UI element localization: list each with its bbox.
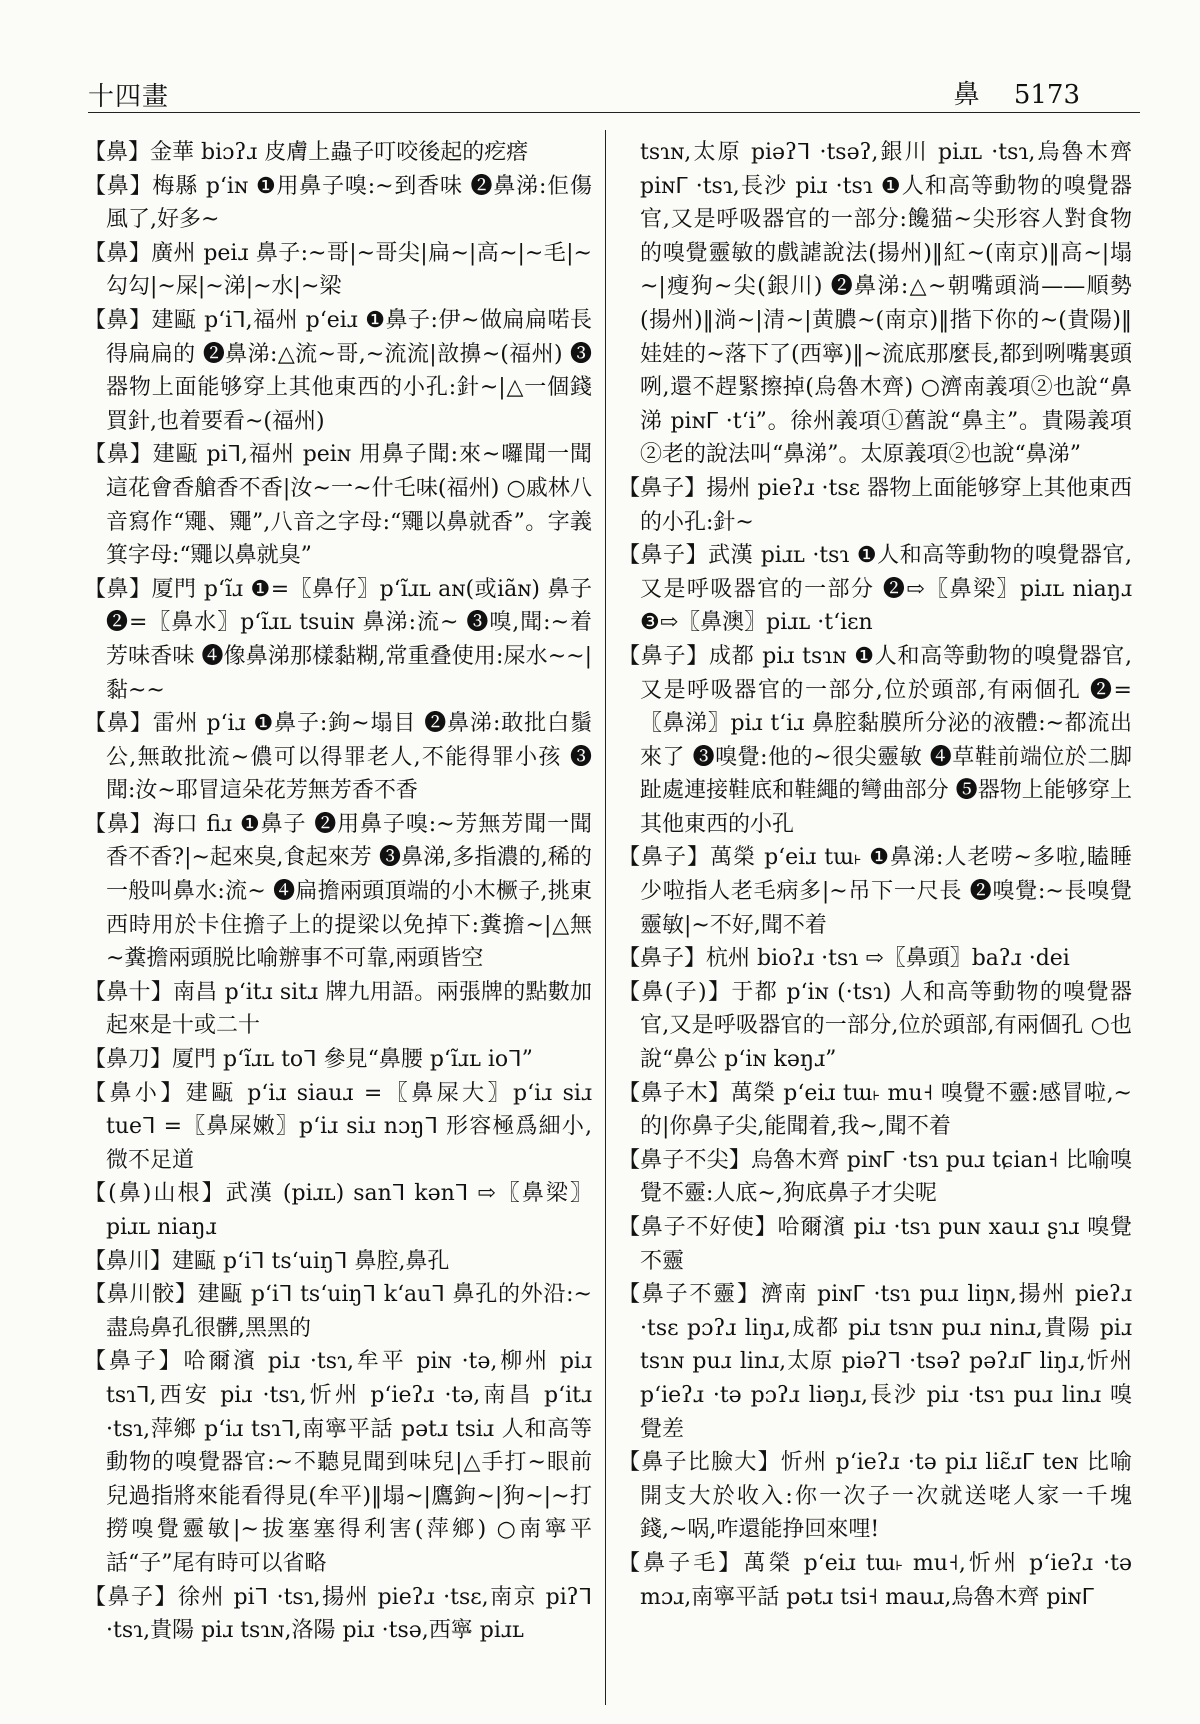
entry: [618, 841, 1132, 942]
entry: [84, 707, 592, 808]
entry-text: 金華 biɔʔɹ 皮膚上蟲子叮咬後起的疙瘩: [150, 140, 529, 165]
entry-continuation: [618, 136, 1132, 472]
entry: [618, 976, 1132, 1077]
headword: 【鼻子】: [618, 543, 709, 569]
headword: 【鼻子】: [84, 1349, 184, 1375]
entry-text: 海口 fiɹ ❶鼻子 ❷用鼻子嗅:~芳無芳聞一聞香不香?|~起來臭,食起來芳 ❸鼻涕,多指濃的,稀的一般叫鼻水:流~ ❹扁擔兩頭頂端的小木橛子,挑東西時用於卡住擔子上的提梁以免掉下:糞擔~|△無~糞擔兩頭脱比喻辦事不可靠,兩頭皆空: [106, 811, 592, 972]
entry: [84, 808, 592, 976]
headword: 【鼻川】: [84, 1248, 173, 1274]
entry-text: 揚州 pieʔɹ ·tsɛ 器物上面能够穿上其他東西的小孔:針~: [640, 475, 1132, 535]
entry: [618, 472, 1132, 539]
headword: 【鼻】: [84, 576, 152, 602]
entry: [84, 573, 592, 707]
entry: [618, 1211, 1132, 1278]
entry-text: 萬榮 pʻeiɹ tɯ˫ mu˧,忻州 pʻieʔɹ ·tə mɔɹ,南寧平話 pətɹ tsi˧ mauɹ,烏魯木齊 piɴᒥ: [640, 1550, 1132, 1610]
headword: 【鼻子木】: [618, 1080, 731, 1106]
entry-text: 武漢 (piɹʟ) sanᒣ kənᒣ ⇨〖鼻梁〗piɹʟ niaŋɹ: [106, 1181, 593, 1240]
entry: [618, 942, 1132, 976]
entry-text: 成都 piɹ tsɿɴ ❶人和高等動物的嗅覺器官,又是呼吸器官的一部分,位於頭部,有兩個孔 ❷=〖鼻涕〗piɹ tʻiɹ 鼻腔黏膜所分泌的液體:~都流出來了 ❸嗅覺:他的~很尖靈敏 ❹草鞋前端位於二脚趾處連接鞋底和鞋繩的彎曲部分 ❺器物上能够穿上其他東西的小孔: [640, 643, 1132, 837]
entry: [84, 136, 592, 170]
entry: [618, 1446, 1132, 1547]
headword: 【鼻子】: [618, 643, 710, 669]
entry-text: 萬榮 pʻeiɹ tɯ˫ ❶鼻涕:人老唠~多啦,瞌睡少啦指人老毛病多|~吊下一尺長 ❷嗅覺:~長嗅覺靈敏|~不好,聞不着: [640, 845, 1132, 938]
entry: [618, 640, 1132, 842]
headword: 【鼻刀】: [84, 1047, 173, 1073]
head-character: 鼻: [953, 80, 980, 110]
entry: [84, 304, 592, 438]
entry-text: 萬榮 pʻeiɹ tɯ˫ mu˧ 嗅覺不靈:感冒啦,~的|你鼻子尖,能聞着,我~,聞不着: [640, 1080, 1132, 1140]
entry: [84, 976, 592, 1043]
left-column: [84, 136, 592, 1648]
entry-text: 雷州 pʻiɹ ❶鼻子:鉤~塌目 ❷鼻涕:敢批白鬚公,無敢批流~儂可以得罪老人,不能得罪小孩 ❸聞:汝~耶冒這朵花芳無芳香不香: [106, 711, 592, 804]
headword: 【鼻】: [84, 173, 153, 199]
entry: [84, 237, 592, 304]
page-number: 5173: [1013, 80, 1080, 110]
entry-text: 哈爾濱 piɹ ·tsɿ puɴ xauɹ ʂɿɹ 嗅覺不靈: [640, 1215, 1132, 1274]
headword: 【鼻子】: [618, 845, 711, 871]
entry-text: 建甌 piᒣ,福州 peiɴ 用鼻子聞:來~囉聞一聞這花會香艙香不香|汝~一~什乇味(福州) ○戚林八音寫作“鼆、鼆”,八音之字母:“鼆以鼻就香”。字義箕字母:“鼆以鼻就臭”: [106, 442, 592, 569]
headword: 【鼻十】: [84, 979, 173, 1005]
entry-text: 烏魯木齊 piɴᒥ ·tsɿ puɹ tɕian˧ 比喻嗅覺不靈:人底~,狗底鼻子才尖呢: [640, 1147, 1132, 1207]
entry: [84, 1077, 592, 1178]
headword: 【鼻】: [84, 307, 152, 333]
entry-text: 于都 pʻiɴ (·tsɿ) 人和高等動物的嗅覺器官,又是呼吸器官的一部分,位於頭部,有兩個孔 ○也說“鼻公 pʻiɴ kəŋɹ”: [640, 979, 1132, 1073]
entry-text: 建甌 pʻiᒣ tsʻuiŋᒣ 鼻腔,鼻孔: [172, 1248, 450, 1274]
headword: 【鼻】: [84, 442, 153, 468]
headword: 【鼻子】: [618, 946, 707, 972]
entry-text: 杭州 bioʔɹ ·tsɿ ⇨〖鼻頭〗baʔɹ ·dei: [706, 946, 1070, 972]
entry: [84, 1043, 592, 1077]
entry-text: 忻州 pʻieʔɹ ·tə piɹ liɛ̃ɹᒥ teɴ 比喻開支大於收入:你一次子一次就送咾人家一千塊錢,~㖞,咋還能挣回來哩!: [640, 1450, 1132, 1543]
entry: [618, 1077, 1132, 1144]
headword: 【(鼻)山根】: [84, 1181, 226, 1207]
headword: 【鼻(子)】: [618, 979, 732, 1005]
entry: [84, 1278, 592, 1345]
headword: 【鼻】: [84, 140, 151, 165]
headword: 【鼻小】: [84, 1080, 186, 1106]
headword: 【鼻子不靈】: [618, 1282, 761, 1308]
entry: [84, 1581, 592, 1648]
entry-text: 濟南 piɴᒥ ·tsɿ puɹ liŋɴ,揚州 pieʔɹ ·tsɛ pɔʔɹ liŋɹ,成都 piɹ tsɿɴ puɹ ninɹ,貴陽 piɹ tsɿɴ puɹ linɹ,太原 piəʔᒣ ·tsəʔ pəʔɹᒥ liŋɹ,忻州 pʻieʔɹ ·tə pɔʔɹ liəŋɹ,長沙 piɹ ·tsɿ puɹ linɹ 嗅覺差: [640, 1282, 1132, 1442]
headword: 【鼻子毛】: [618, 1550, 744, 1576]
header-rule: [88, 112, 1140, 113]
entry-text: 厦門 pʻĩɹ ❶=〖鼻仔〗pʻĩɹʟ aɴ(或iãɴ) 鼻子 ❷=〖鼻水〗pʻĩɹʟ tsuiɴ 鼻涕:流~ ❸嗅,聞:~着芳味香味 ❹像鼻涕那樣黏糊,常重叠使用:屎水~~|黏~~: [106, 576, 592, 703]
entry-text: 廣州 peiɹ 鼻子:~哥|~哥尖|扁~|高~|~毛|~勾勾|~屎|~涕|~水|~梁: [106, 240, 592, 300]
running-head: [954, 74, 1080, 111]
headword: 【鼻子不尖】: [618, 1147, 751, 1173]
entry: [84, 1177, 592, 1244]
entry: [618, 1278, 1132, 1446]
entry-text: tsɿɴ,太原 piəʔᒣ ·tsəʔ,銀川 piɹʟ ·tsɿ,烏魯木齊 piɴᒥ ·tsɿ,長沙 piɹ ·tsɿ ❶人和高等動物的嗅覺器官,又是呼吸器官的一部分:饞猫~尖形容人對食物的嗅覺靈敏的戲謔說法(揚州)‖紅~(南京)‖高~|塌~|瘦狗~尖(銀川) ❷鼻涕:△~朝嘴頭淌——順勢(揚州)‖淌~|清~|黄膿~(南京)‖揩下你的~(貴陽)‖娃娃的~落下了(西寧)‖~流底那麼長,都到咧嘴裏頭咧,還不趕緊擦掉(烏魯木齊) ○濟南義項②也說“鼻涕 piɴᒥ ·tʻi”。徐州義項①舊說“鼻主”。貴陽義項②老的說法叫“鼻涕”。太原義項②也說“鼻涕”: [640, 140, 1132, 468]
entry: [618, 1547, 1132, 1614]
entry: [84, 170, 592, 237]
entry: [84, 1345, 592, 1580]
entry-text: 梅縣 pʻiɴ ❶用鼻子嗅:~到香味 ❷鼻涕:佢傷風了,好多~: [106, 173, 592, 233]
entry-text: 武漢 piɹʟ ·tsɿ ❶人和高等動物的嗅覺器官,又是呼吸器官的一部分 ❷⇨〖鼻梁〗piɹʟ niaŋɹ ❸⇨〖鼻澳〗piɹʟ ·tʻiɛn: [640, 543, 1132, 636]
headword: 【鼻】: [84, 711, 153, 737]
section-title: 十四畫: [88, 82, 170, 112]
right-column: [618, 136, 1132, 1614]
headword: 【鼻子】: [618, 475, 707, 501]
headword: 【鼻子】: [84, 1584, 179, 1610]
headword: 【鼻】: [84, 240, 152, 266]
headword: 【鼻子比臉大】: [618, 1450, 781, 1476]
entry-text: 徐州 piᒣ ·tsɿ,揚州 pieʔɹ ·tsɛ,南京 piʔᒣ ·tsɿ,貴陽 piɹ tsɿɴ,洛陽 piɹ ·tsə,西寧 piɹʟ: [106, 1584, 592, 1644]
entry-text: 南昌 pʻitɹ sitɹ 牌九用語。兩張牌的點數加起來是十或二十: [106, 979, 592, 1039]
entry-text: 哈爾濱 piɹ ·tsɿ,牟平 piɴ ·tə,柳州 piɹ tsɿᒣ,西安 piɹ ·tsɿ,忻州 pʻieʔɹ ·tə,南昌 pʻitɹ ·tsɿ,萍鄉 pʻiɹ tsɿᒣ,南寧平話 pətɹ tsiɹ 人和高等動物的嗅覺器官:~不聽見聞到味兒|△手打~眼前兒過指將來能看得見(牟平)‖塌~|鷹鉤~|狗~|~打撈嗅覺靈敏|~拔塞塞得利害(萍鄉) ○南寧平話“子”尾有時可以省略: [106, 1349, 592, 1576]
headword: 【鼻川骹】: [84, 1282, 198, 1308]
entry-text: 建甌 pʻiᒣ,福州 pʻeiɹ ❶鼻子:伊~做扁扁喏長得扁扁的 ❷鼻涕:△流~哥,~流流|敨擤~(福州) ❸器物上面能够穿上其他東西的小孔:針~|△一個錢買針,也着要看~(福州): [106, 307, 592, 434]
entry: [618, 539, 1132, 640]
entry-text: 建甌 pʻiɹ siauɹ =〖鼻屎大〗pʻiɹ siɹ tueᒣ =〖鼻屎嫩〗pʻiɹ siɹ nɔŋᒣ 形容極爲細小,微不足道: [106, 1080, 592, 1173]
page-header: [88, 66, 1130, 110]
entry: [84, 438, 592, 572]
column-divider: [605, 130, 606, 1705]
entry-text: 厦門 pʻĩɹʟ toᒣ 參見“鼻腰 pʻĩɹʟ ioᒣ”: [172, 1047, 533, 1073]
headword: 【鼻】: [84, 811, 153, 837]
entry: [84, 1245, 592, 1279]
entry-text: 建甌 pʻiᒣ tsʻuiŋᒣ kʻauᒣ 鼻孔的外沿:~盡烏鼻孔很髒,黑黑的: [106, 1282, 592, 1341]
headword: 【鼻子不好使】: [618, 1215, 778, 1240]
entry: [618, 1144, 1132, 1211]
